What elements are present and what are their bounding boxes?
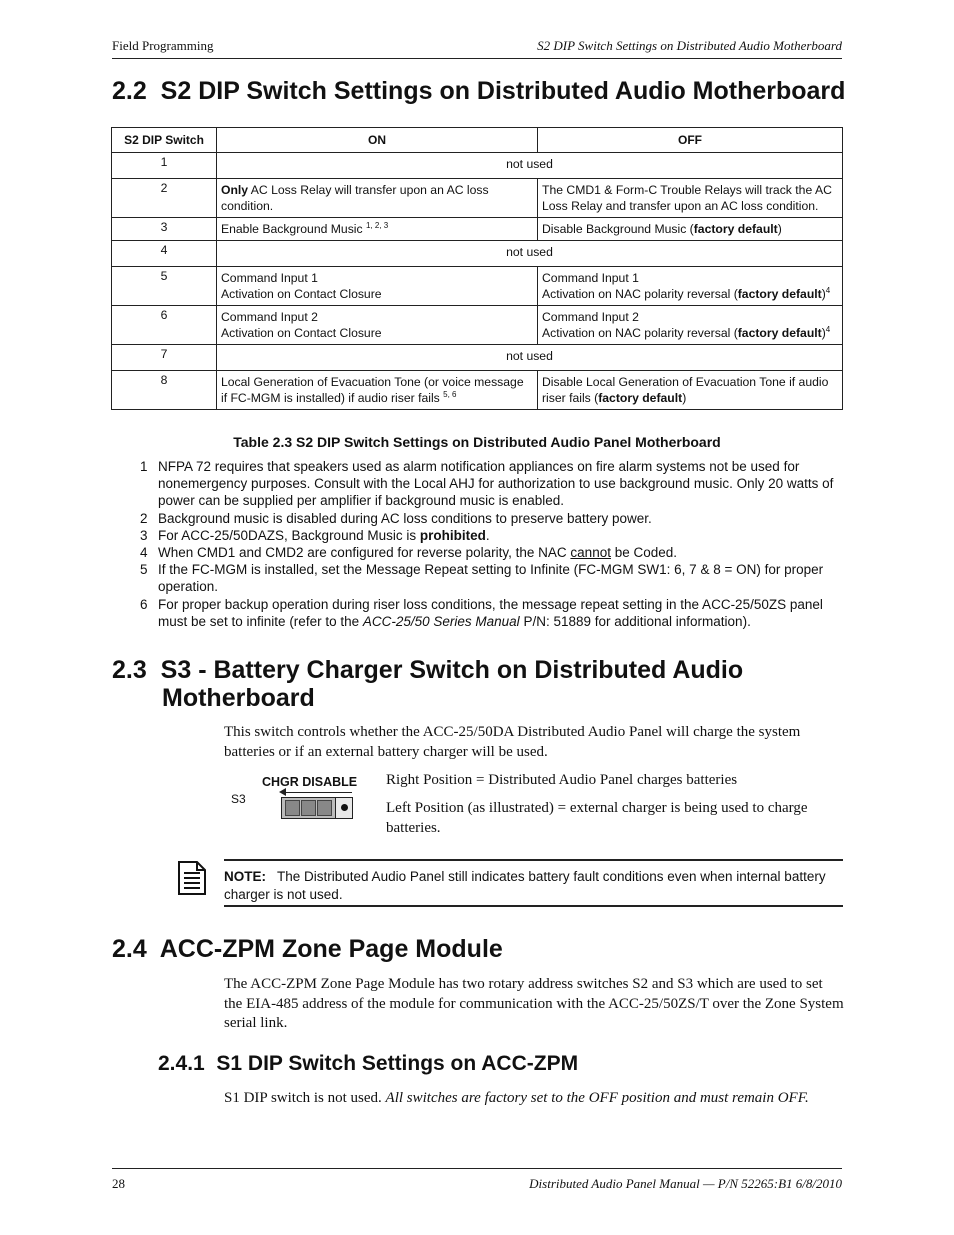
switch-label: S3 — [231, 792, 246, 806]
footnote-number: 3 — [140, 527, 148, 543]
table-row — [112, 306, 843, 345]
table-row — [112, 267, 843, 306]
table-row — [112, 179, 843, 218]
footnote-text: For proper backup operation during riser loss conditions, the message repeat setting in the ACC-25/50ZS panel must be set to infinite (refer to the — [158, 596, 823, 629]
on-cell — [217, 267, 538, 306]
switch-number: 5 — [112, 267, 217, 306]
footnote-text: NFPA 72 requires that speakers used as alarm notification appliances on fire alarm systems not be used for nonemergency purposes. Consult with the Local AHJ for authorization to use background music. Only 20 watts of power can be supplied per amplifier if background music is enabled. — [158, 459, 834, 509]
footnote-text: If the FC-MGM is installed, set the Message Repeat setting to Infinite (FC-MGM SW1: 6, 7 & 8 = ON) for proper operation. — [158, 562, 824, 595]
off-cell — [538, 267, 843, 306]
off-text: Disable Background Music ( — [542, 222, 694, 236]
switch-number: 2 — [112, 179, 217, 218]
footnote-item — [133, 596, 845, 630]
footnote-number: 6 — [140, 596, 148, 612]
s3-switch-illustration — [281, 797, 353, 819]
switch-caption: CHGR DISABLE — [262, 775, 358, 789]
on-cell — [217, 179, 538, 218]
section-body — [224, 1089, 844, 1109]
table-caption: Table 2.3 S2 DIP Switch Settings on Distributed Audio Panel Motherboard — [233, 434, 721, 450]
footnote-number: 2 — [140, 510, 148, 526]
section-body: The ACC-ZPM Zone Page Module has two rotary address switches S2 and S3 which are used to set the EIA-485 address of the module for communication with the ACC-25/50ZS/T over the Zone System serial link. — [224, 976, 844, 1031]
column-header: ON — [217, 128, 538, 153]
footnote-text-end: P/N: 51889 for additional information). — [519, 613, 751, 629]
footnote-item — [133, 561, 845, 595]
factory-default-label: factory default — [737, 287, 822, 301]
footnote-list — [133, 458, 845, 630]
footnote-ref: 4 — [825, 324, 831, 334]
section-2-4-heading — [112, 935, 503, 964]
not-used-cell: not used — [217, 153, 843, 179]
page-header — [112, 38, 842, 59]
s2-dip-switch-table — [111, 127, 843, 410]
on-text: AC Loss Relay will transfer upon an AC loss condition. — [221, 183, 489, 213]
manual-reference: Distributed Audio Panel Manual — P/N 52265:B1 6/8/2010 — [529, 1176, 842, 1191]
note-box — [224, 859, 843, 907]
footnote-text: When CMD1 and CMD2 are configured for reverse polarity, the NAC — [158, 545, 571, 561]
off-cell — [538, 371, 843, 410]
note-icon — [178, 861, 206, 895]
table-row — [112, 371, 843, 410]
on-line-1: Command Input 1 — [221, 271, 318, 285]
section-number: 2.3 — [112, 656, 147, 684]
footnote-underline: cannot — [570, 545, 611, 561]
switch-number: 6 — [112, 306, 217, 345]
not-used-cell: not used — [217, 345, 843, 371]
off-line-1: Command Input 2 — [542, 310, 639, 324]
section-title-line-1: S3 - Battery Charger Switch on Distributed Audio — [160, 656, 744, 684]
switch-knob — [335, 798, 352, 818]
column-header: S2 DIP Switch — [112, 128, 217, 153]
right-position-text: Right Position = Distributed Audio Panel charges batteries — [386, 772, 738, 788]
footnote-ref: 1, 2, 3 — [365, 220, 389, 230]
off-cell — [538, 306, 843, 345]
table-row — [112, 345, 843, 371]
table-header-row — [112, 128, 843, 153]
footnote-text: For ACC-25/50DAZS, Background Music is — [158, 527, 420, 543]
on-cell — [217, 371, 538, 410]
on-line-2: Activation on Contact Closure — [221, 287, 382, 301]
section-2-4-1-heading — [158, 1052, 578, 1076]
footnote-emphasis: prohibited — [419, 527, 486, 543]
section-title: S2 DIP Switch Settings on Distributed Audio Motherboard — [160, 77, 846, 105]
section-number: 2.4.1 — [158, 1052, 205, 1075]
footnote-number: 1 — [140, 459, 148, 474]
left-position-text: Left Position (as illustrated) = external charger is being used to charge batteries. — [386, 800, 808, 836]
header-topic: S2 DIP Switch Settings on Distributed Audio Motherboard — [537, 38, 842, 53]
table-row — [112, 218, 843, 241]
off-text-end: ) — [821, 326, 826, 340]
page-number: 28 — [112, 1176, 125, 1191]
switch-number: 4 — [112, 241, 217, 267]
header-section-name: Field Programming — [112, 38, 214, 53]
section-number: 2.2 — [112, 77, 147, 105]
footnote-item — [133, 510, 845, 527]
off-text: Disable Local Generation of Evacuation Tone if audio riser fails ( — [542, 375, 829, 405]
footnote-ref: 5, 6 — [443, 389, 457, 399]
arrow-line — [282, 792, 352, 793]
off-cell — [538, 218, 843, 241]
section-title: S1 DIP Switch Settings on ACC-ZPM — [216, 1052, 579, 1075]
off-text-end: ) — [821, 287, 826, 301]
factory-default-label: factory default — [693, 222, 778, 236]
on-line-2: Activation on Contact Closure — [221, 326, 382, 340]
section-body: This switch controls whether the ACC-25/50DA Distributed Audio Panel will charge the system batteries or if an external battery charger will be used. — [224, 724, 801, 760]
off-text-end: ) — [682, 391, 687, 405]
note-label: NOTE: — [224, 869, 266, 884]
footnote-ref: 4 — [825, 285, 831, 295]
on-text: Local Generation of Evacuation Tone (or voice message if FC-MGM is installed) if audio riser fails — [221, 375, 524, 405]
footnote-text-end: . — [485, 527, 490, 543]
dot-icon — [341, 804, 348, 811]
off-text-end: ) — [777, 222, 782, 236]
off-cell: The CMD1 & Form-C Trouble Relays will track the AC Loss Relay and transfer upon an AC loss condition. — [538, 179, 843, 218]
switch-slot — [301, 800, 316, 816]
footnote-text: Background music is disabled during AC loss conditions to preserve battery power. — [158, 510, 652, 526]
switch-number: 8 — [112, 371, 217, 410]
off-line-1: Command Input 1 — [542, 271, 639, 285]
factory-default-label: factory default — [737, 326, 822, 340]
switch-slot — [317, 800, 332, 816]
footnote-item — [133, 527, 845, 544]
on-cell — [217, 306, 538, 345]
section-number: 2.4 — [112, 935, 147, 963]
footnote-text-end: be Coded. — [610, 545, 678, 561]
switch-number: 3 — [112, 218, 217, 241]
column-header: OFF — [538, 128, 843, 153]
on-cell — [217, 218, 538, 241]
on-emphasis: Only — [221, 183, 249, 197]
switch-slot — [285, 800, 300, 816]
switch-number: 7 — [112, 345, 217, 371]
footnote-item — [133, 458, 845, 510]
body-text: S1 DIP switch is not used. — [224, 1090, 386, 1106]
footnote-number: 5 — [140, 562, 148, 578]
table-row — [112, 153, 843, 179]
body-italic-text: All switches are factory set to the OFF position and must remain OFF. — [385, 1090, 809, 1106]
off-line-2: Activation on NAC polarity reversal ( — [542, 326, 738, 340]
page-footer — [112, 1168, 842, 1195]
section-2-3-heading — [112, 656, 743, 712]
footnote-number: 4 — [140, 545, 148, 561]
off-line-2: Activation on NAC polarity reversal ( — [542, 287, 738, 301]
table-row — [112, 241, 843, 267]
footnote-item — [133, 544, 845, 561]
note-text: The Distributed Audio Panel still indicates battery fault conditions even when internal battery charger is not used. — [224, 869, 826, 902]
on-line-1: Command Input 2 — [221, 310, 318, 324]
on-text: Enable Background Music — [221, 222, 366, 236]
section-2-2-heading — [112, 77, 845, 106]
switch-number: 1 — [112, 153, 217, 179]
not-used-cell: not used — [217, 241, 843, 267]
factory-default-label: factory default — [598, 391, 683, 405]
section-title: ACC-ZPM Zone Page Module — [159, 935, 503, 963]
section-title-line-2: Motherboard — [162, 684, 315, 712]
manual-title: ACC-25/50 Series Manual — [362, 613, 520, 629]
